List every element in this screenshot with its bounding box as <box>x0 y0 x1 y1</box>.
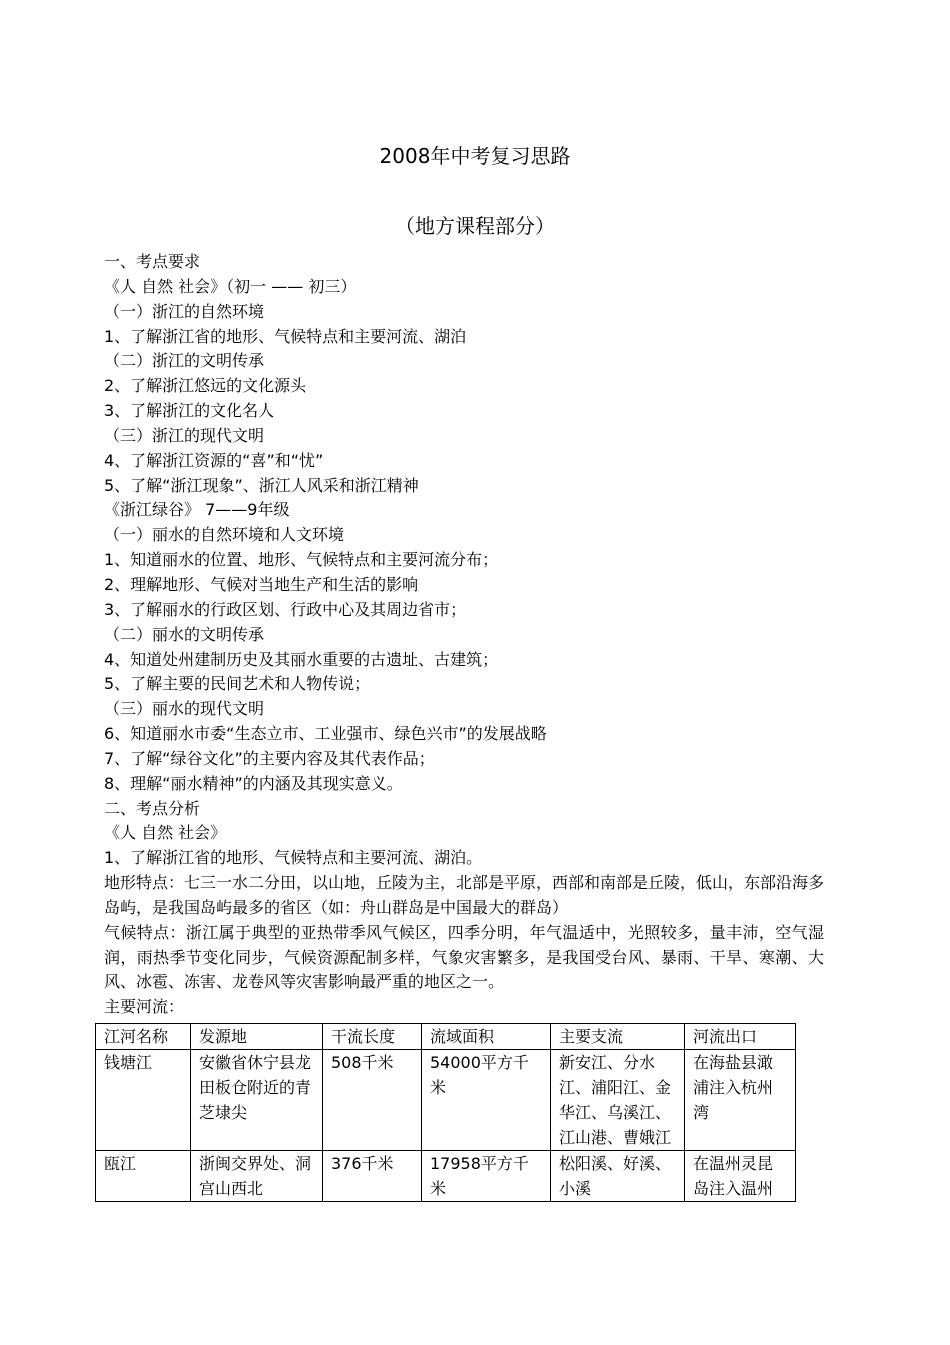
table-row <box>96 1151 796 1202</box>
climate-paragraph: 气候特点：浙江属于典型的亚热带季风气候区，四季分明，年气温适中，光照较多，量丰沛，空气湿润，雨热季节变化同步，气候资源配制多样，气象灾害繁多，是我国受台风、暴雨、干旱、寒潮、大风、冰雹、冻害、龙卷风等灾害影响最严重的地区之一。 <box>104 922 824 992</box>
course-heading: 《人 自然 社会》 <box>104 823 227 843</box>
table-cell: 17958平方千米 <box>422 1151 551 1202</box>
section-heading: 一、考点要求 <box>104 252 201 271</box>
table-cell: 在温州灵昆岛注入温州 <box>685 1151 796 1202</box>
table-cell: 376千米 <box>323 1151 422 1202</box>
requirement-item: 6、知道丽水市委“生态立市、工业强市、绿色兴市”的发展战略 <box>104 724 547 744</box>
column-header: 干流长度 <box>323 1024 422 1050</box>
requirement-item: 7、了解“绿谷文化”的主要内容及其代表作品； <box>104 748 435 768</box>
table-cell: 浙闽交界处、洞宫山西北 <box>191 1151 323 1202</box>
subsection-heading: （三）丽水的现代文明 <box>104 699 265 719</box>
section-heading: 二、考点分析 <box>104 798 201 818</box>
requirement-item: 5、了解主要的民间艺术和人物传说； <box>104 674 371 694</box>
requirement-item: 4、了解浙江资源的“喜”和“忧” <box>104 450 324 470</box>
requirement-item: 1、了解浙江省的地形、气候特点和主要河流、湖泊 <box>104 326 467 346</box>
table-cell: 安徽省休宁县龙田板仓附近的青芝埭尖 <box>191 1050 323 1151</box>
document-title: 2008年中考复习思路 <box>379 144 571 168</box>
requirement-item: 4、知道处州建制历史及其丽水重要的古遗址、古建筑； <box>104 649 499 669</box>
analysis-item: 1、了解浙江省的地形、气候特点和主要河流、湖泊。 <box>104 848 483 868</box>
subsection-heading: （一）浙江的自然环境 <box>104 301 265 321</box>
subsection-heading: （一）丽水的自然环境和人文环境 <box>104 525 345 545</box>
column-header: 江河名称 <box>96 1024 191 1050</box>
table-cell: 508千米 <box>323 1050 422 1151</box>
requirement-item: 3、了解丽水的行政区划、行政中心及其周边省市； <box>104 599 467 619</box>
course-heading: 《浙江绿谷》 7——9年级 <box>104 500 290 520</box>
table-cell: 在海盐县澉浦注入杭州湾 <box>685 1050 796 1151</box>
table-cell: 新安江、分水江、浦阳江、金华江、乌溪江、江山港、曹娥江 <box>551 1050 685 1151</box>
table-cell: 钱塘江 <box>96 1050 191 1151</box>
document-body <box>104 250 824 1020</box>
rivers-table <box>95 1023 796 1202</box>
requirement-item: 3、了解浙江的文化名人 <box>104 401 275 421</box>
requirement-item: 1、知道丽水的位置、地形、气候特点和主要河流分布； <box>104 550 499 570</box>
requirement-item: 2、了解浙江悠远的文化源头 <box>104 376 307 396</box>
table-cell: 瓯江 <box>96 1151 191 1202</box>
requirement-item: 5、了解“浙江现象”、浙江人风采和浙江精神 <box>104 475 419 495</box>
table-row <box>96 1050 796 1151</box>
subsection-heading: （二）浙江的文明传承 <box>104 351 265 371</box>
requirement-item: 2、理解地形、气候对当地生产和生活的影响 <box>104 574 419 594</box>
table-header-row <box>96 1024 796 1050</box>
subsection-heading: （三）浙江的现代文明 <box>104 425 265 445</box>
terrain-paragraph: 地形特点：七三一水二分田，以山地，丘陵为主，北部是平原，西部和南部是丘陵，低山，东部沿海多岛屿，是我国岛屿最多的省区（如：舟山群岛是中国最大的群岛） <box>104 873 825 917</box>
column-header: 主要支流 <box>551 1024 685 1050</box>
column-header: 发源地 <box>191 1024 323 1050</box>
course-heading: 《人 自然 社会》（初一 —— 初三） <box>104 276 357 296</box>
requirement-item: 8、理解“丽水精神”的内涵及其现实意义。 <box>104 773 403 793</box>
column-header: 流域面积 <box>422 1024 551 1050</box>
rivers-label: 主要河流： <box>104 997 185 1017</box>
table-cell: 松阳溪、好溪、小溪 <box>551 1151 685 1202</box>
column-header: 河流出口 <box>685 1024 796 1050</box>
document-subtitle: （地方课程部分） <box>395 214 555 238</box>
subsection-heading: （二）丽水的文明传承 <box>104 624 265 644</box>
table-cell: 54000平方千米 <box>422 1050 551 1151</box>
